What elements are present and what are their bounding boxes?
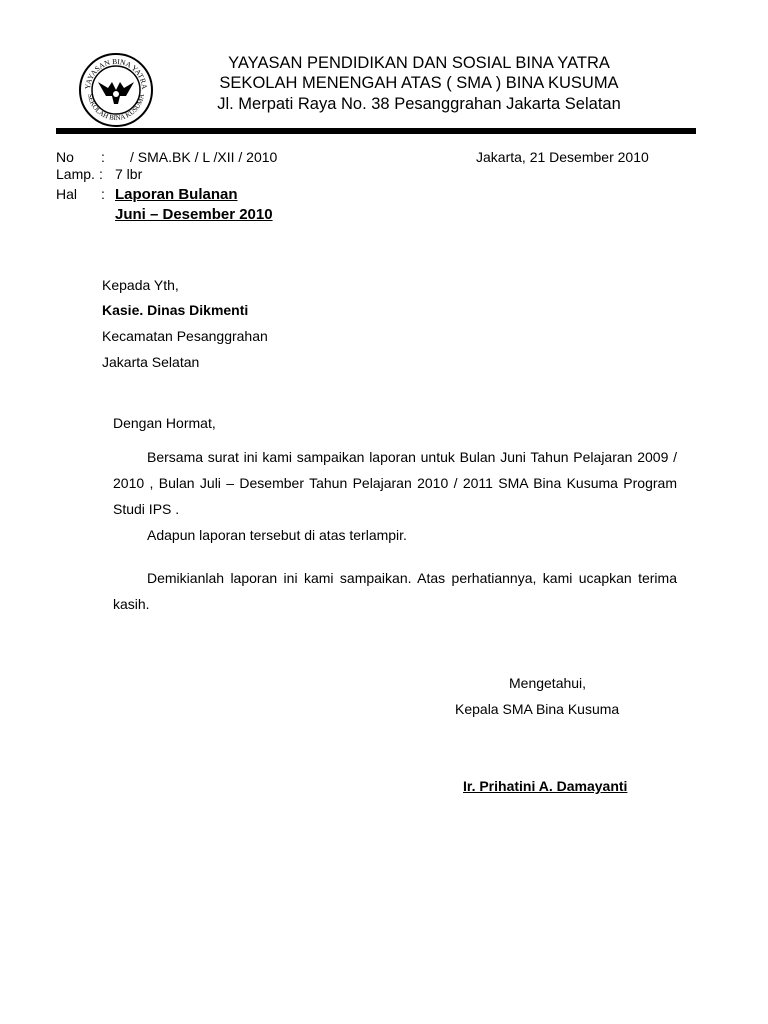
- recipient-district: Kecamatan Pesanggrahan: [102, 328, 268, 344]
- salutation: Dengan Hormat,: [113, 415, 216, 431]
- letter-date: Jakarta, 21 Desember 2010: [476, 149, 649, 165]
- lamp-colon: :: [99, 166, 103, 182]
- yayasan-seal-icon: [78, 52, 154, 128]
- letterhead-address: Jl. Merpati Raya No. 38 Pesanggrahan Jakarta Selatan: [217, 95, 621, 113]
- recipient-greeting: Kepada Yth,: [102, 277, 179, 293]
- letterhead-foundation-name: YAYASAN PENDIDIKAN DAN SOSIAL BINA YATRA: [228, 54, 610, 72]
- subject-line-2: Juni – Desember 2010: [115, 206, 273, 223]
- seal-text-top: YAYASAN BINA YATRA: [82, 56, 150, 90]
- no-value: / SMA.BK / L /XII / 2010: [130, 149, 278, 165]
- letterhead-divider: [56, 128, 696, 134]
- no-colon: :: [101, 149, 105, 165]
- signature-acknowledged: Mengetahui,: [509, 675, 587, 691]
- signature-name: Ir. Prihatini A. Damayanti: [463, 778, 628, 794]
- no-label: No: [56, 149, 74, 165]
- body-paragraph-3: Demikianlah laporan ini kami sampaikan. Atas perhatiannya, kami ucapkan terima kasih.: [113, 570, 677, 612]
- subject-line-1: Laporan Bulanan: [115, 186, 238, 203]
- recipient-name: Kasie. Dinas Dikmenti: [102, 302, 249, 318]
- signature-position: Kepala SMA Bina Kusuma: [455, 701, 620, 717]
- body-paragraph-1: Bersama surat ini kami sampaikan laporan untuk Bulan Juni Tahun Pelajaran 2009 / 2010 , Bulan Juli – Desember Tahun Pelajaran 2010 / 2011 SMA Bina Kusuma Program Studi IPS .: [113, 449, 677, 517]
- lamp-label: Lamp.: [56, 166, 95, 182]
- lamp-value: 7 lbr: [115, 166, 143, 182]
- seal-graphic: [78, 52, 154, 128]
- seal-text-bottom: SEKOLAH BINA KUSUMA: [86, 93, 146, 123]
- hal-label: Hal: [56, 186, 78, 202]
- hal-colon: :: [101, 186, 105, 202]
- body-paragraph-2: Adapun laporan tersebut di atas terlampir.: [147, 527, 407, 543]
- recipient-city: Jakarta Selatan: [102, 354, 200, 370]
- letterhead-school-name: SEKOLAH MENENGAH ATAS ( SMA ) BINA KUSUMA: [219, 74, 619, 92]
